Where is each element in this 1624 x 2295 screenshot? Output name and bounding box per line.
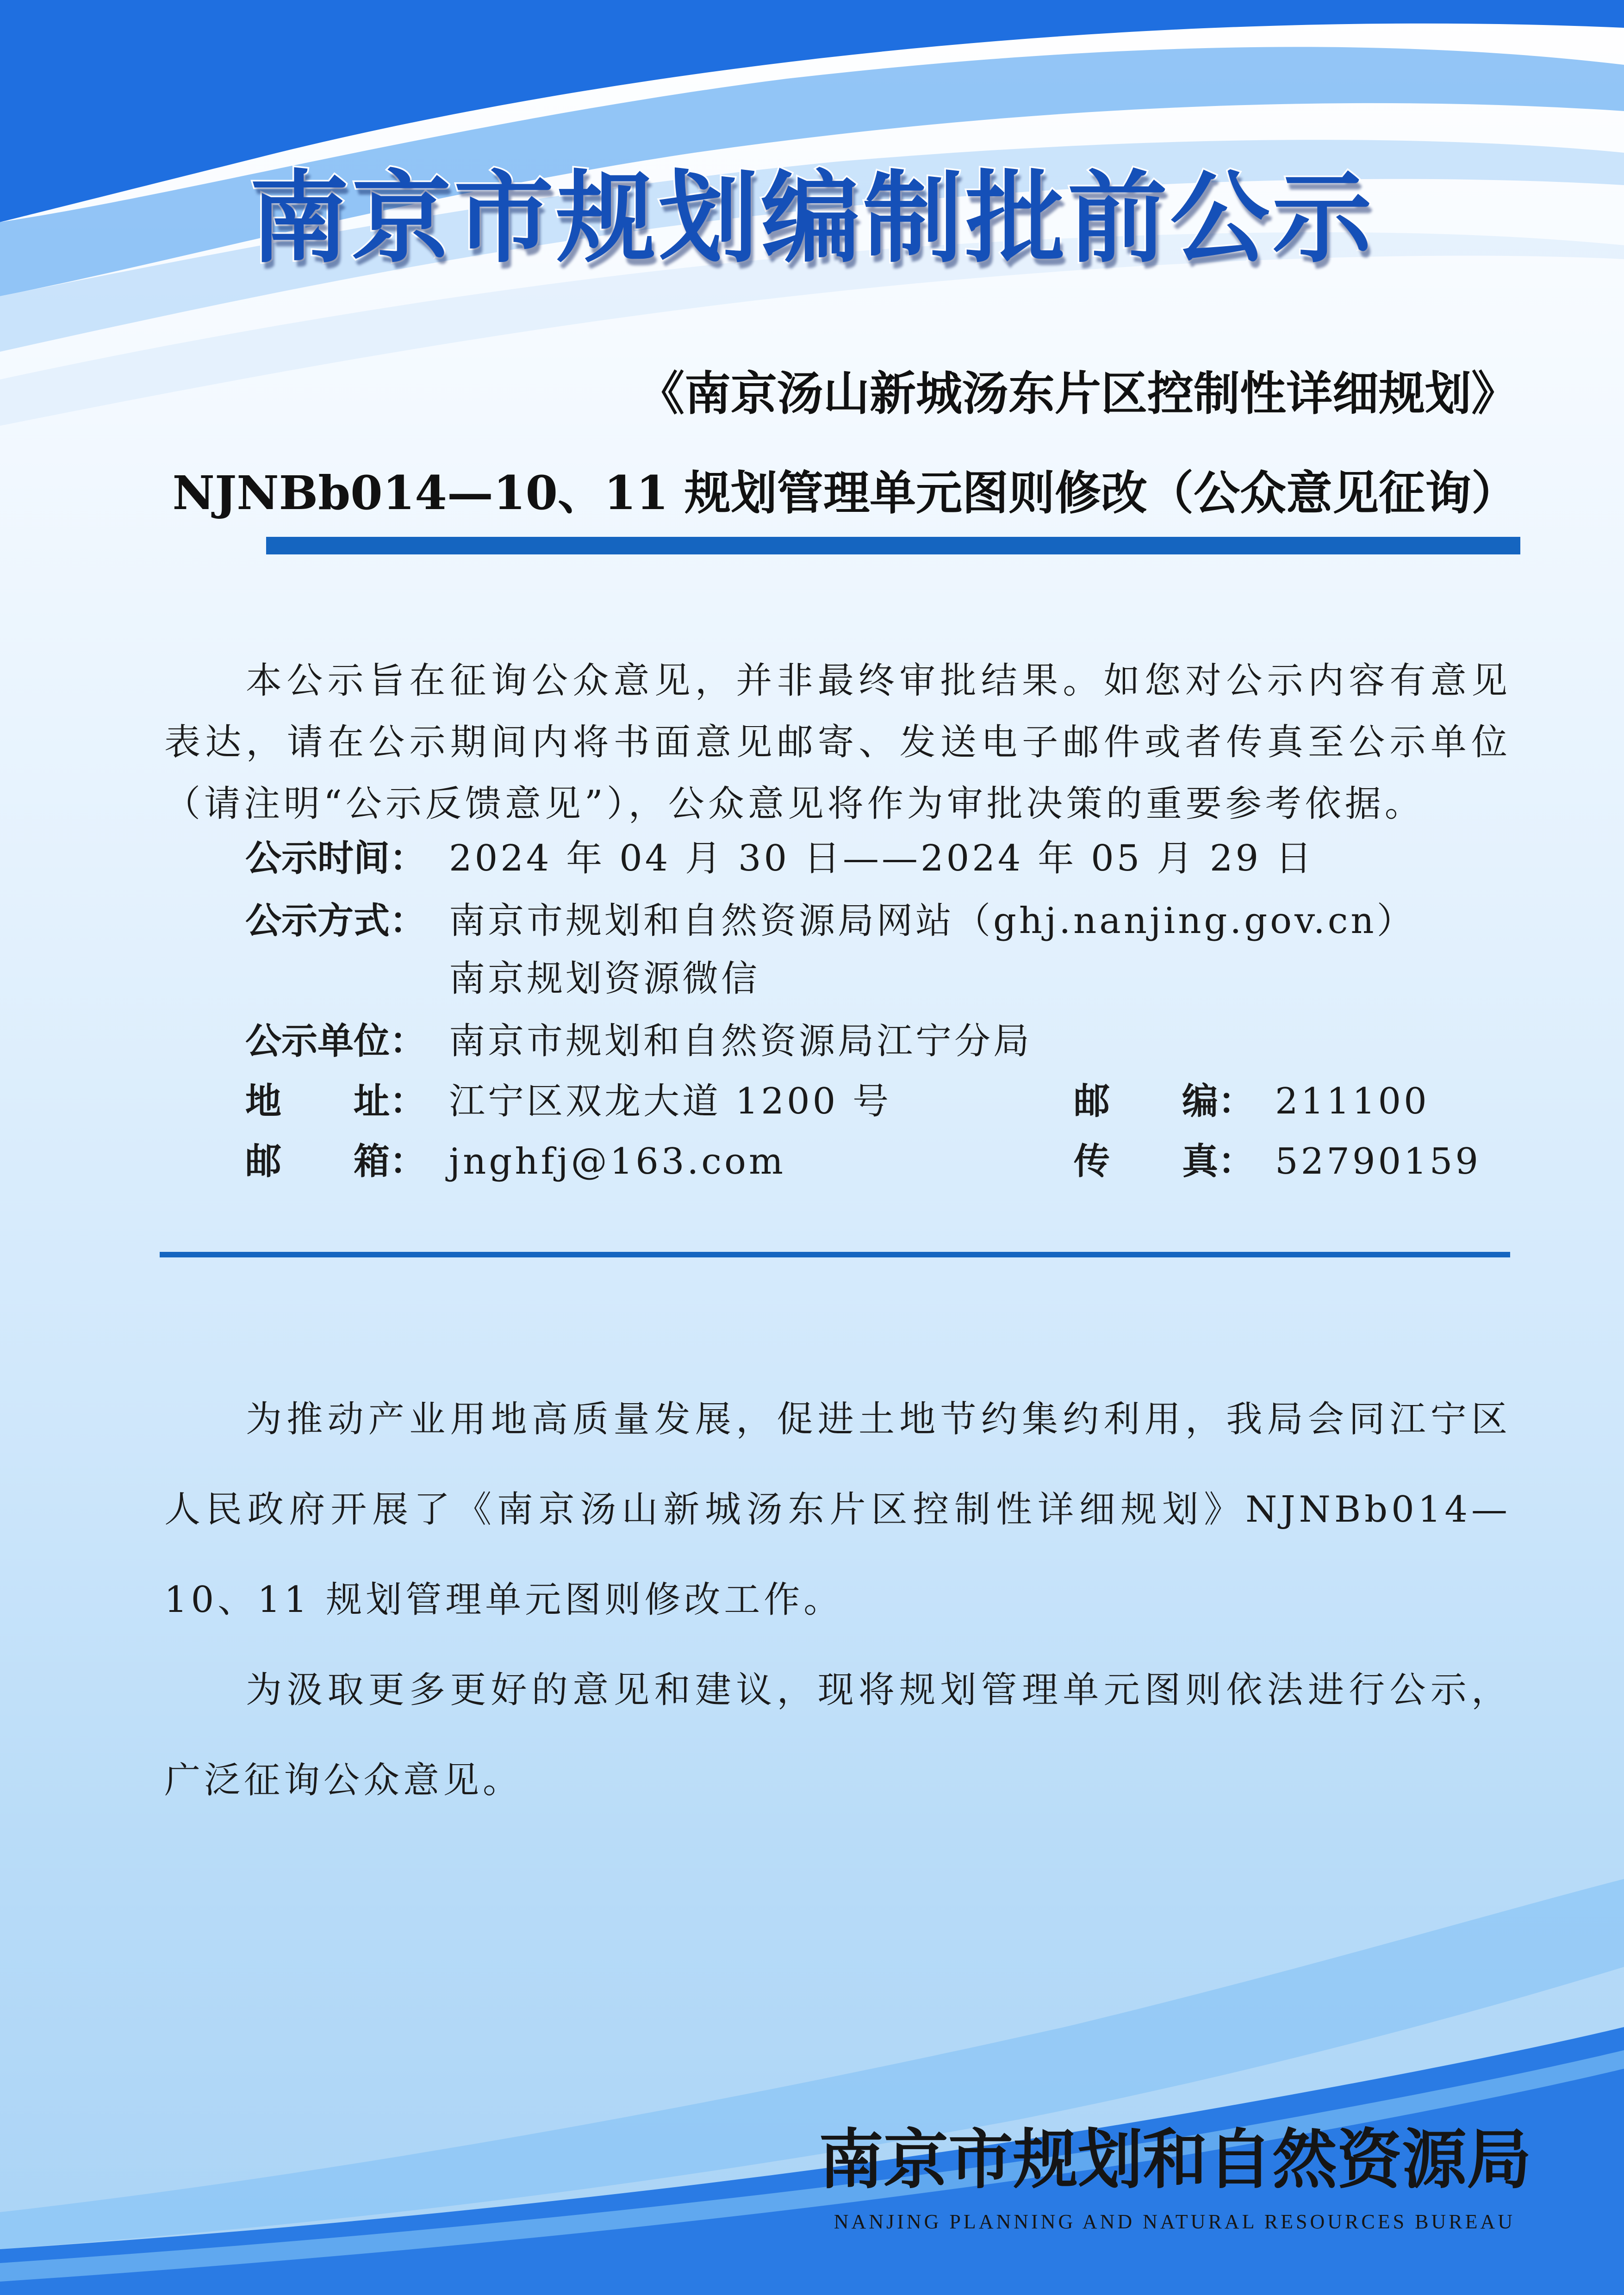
email-value: jnghfj@163.com: [449, 1141, 786, 1182]
method-label: 公示方式：: [245, 900, 426, 942]
address-value: 江宁区双龙大道 1200 号: [449, 1081, 892, 1122]
section-divider: [160, 1252, 1510, 1257]
body-paragraph-1: 为推动产业用地高质量发展，促进土地节约集约利用，我局会同江宁区人民政府开展了《南京汤山新城汤东片区控制性详细规划》NJNBb014—10、11 规划管理单元图则修改工作。: [164, 1399, 1511, 1621]
project-title-line2: NJNBb014—10、11 规划管理单元图则修改（公众意见征询）: [172, 466, 1518, 520]
contact-row: [0, 1132, 1624, 1192]
fax-label: 传 真：: [1074, 1141, 1255, 1182]
period-row: [0, 828, 1624, 889]
page-title: 南京市规划编制批前公示: [249, 160, 1375, 276]
period-value: 2024 年 04 月 30 日——2024 年 05 月 29 日: [449, 838, 1314, 879]
unit-row: [0, 1011, 1624, 1071]
period-label: 公示时间：: [245, 838, 426, 879]
method-row: [0, 891, 1624, 951]
body-paragraph-2: 为汲取更多更好的意见和建议，现将规划管理单元图则依法进行公示，广泛征询公众意见。: [164, 1669, 1511, 1801]
method-row-2: [0, 949, 1624, 1009]
address-label: 地 址：: [245, 1081, 426, 1122]
header-divider: [266, 537, 1520, 554]
method-value-website: 南京市规划和自然资源局网站（ghj.nanjing.gov.cn）: [449, 900, 1416, 942]
postcode-label: 邮 编：: [1074, 1081, 1255, 1122]
unit-label: 公示单位：: [245, 1020, 426, 1062]
notice-intro: 本公示旨在征询公众意见，并非最终审批结果。如您对公示内容有意见表达，请在公示期间内将书面意见邮寄、发送电子邮件或者传真至公示单位（请注明“公示反馈意见”），公众意见将作为审批决策的重要参考依据。: [164, 660, 1511, 825]
address-row: [0, 1071, 1624, 1132]
method-value-wechat: 南京规划资源微信: [449, 958, 760, 1000]
postcode-value: 211100: [1275, 1081, 1430, 1122]
footer-org-name: 南京市规划和自然资源局: [818, 2122, 1531, 2198]
email-label: 邮 箱：: [245, 1141, 426, 1182]
unit-value: 南京市规划和自然资源局江宁分局: [449, 1020, 1033, 1062]
project-title-line1: 《南京汤山新城汤东片区控制性详细规划》: [638, 366, 1518, 421]
footer-org-name-en: NANJING PLANNING AND NATURAL RESOURCES BUREAU: [834, 2210, 1515, 2233]
fax-value: 52790159: [1275, 1141, 1481, 1182]
